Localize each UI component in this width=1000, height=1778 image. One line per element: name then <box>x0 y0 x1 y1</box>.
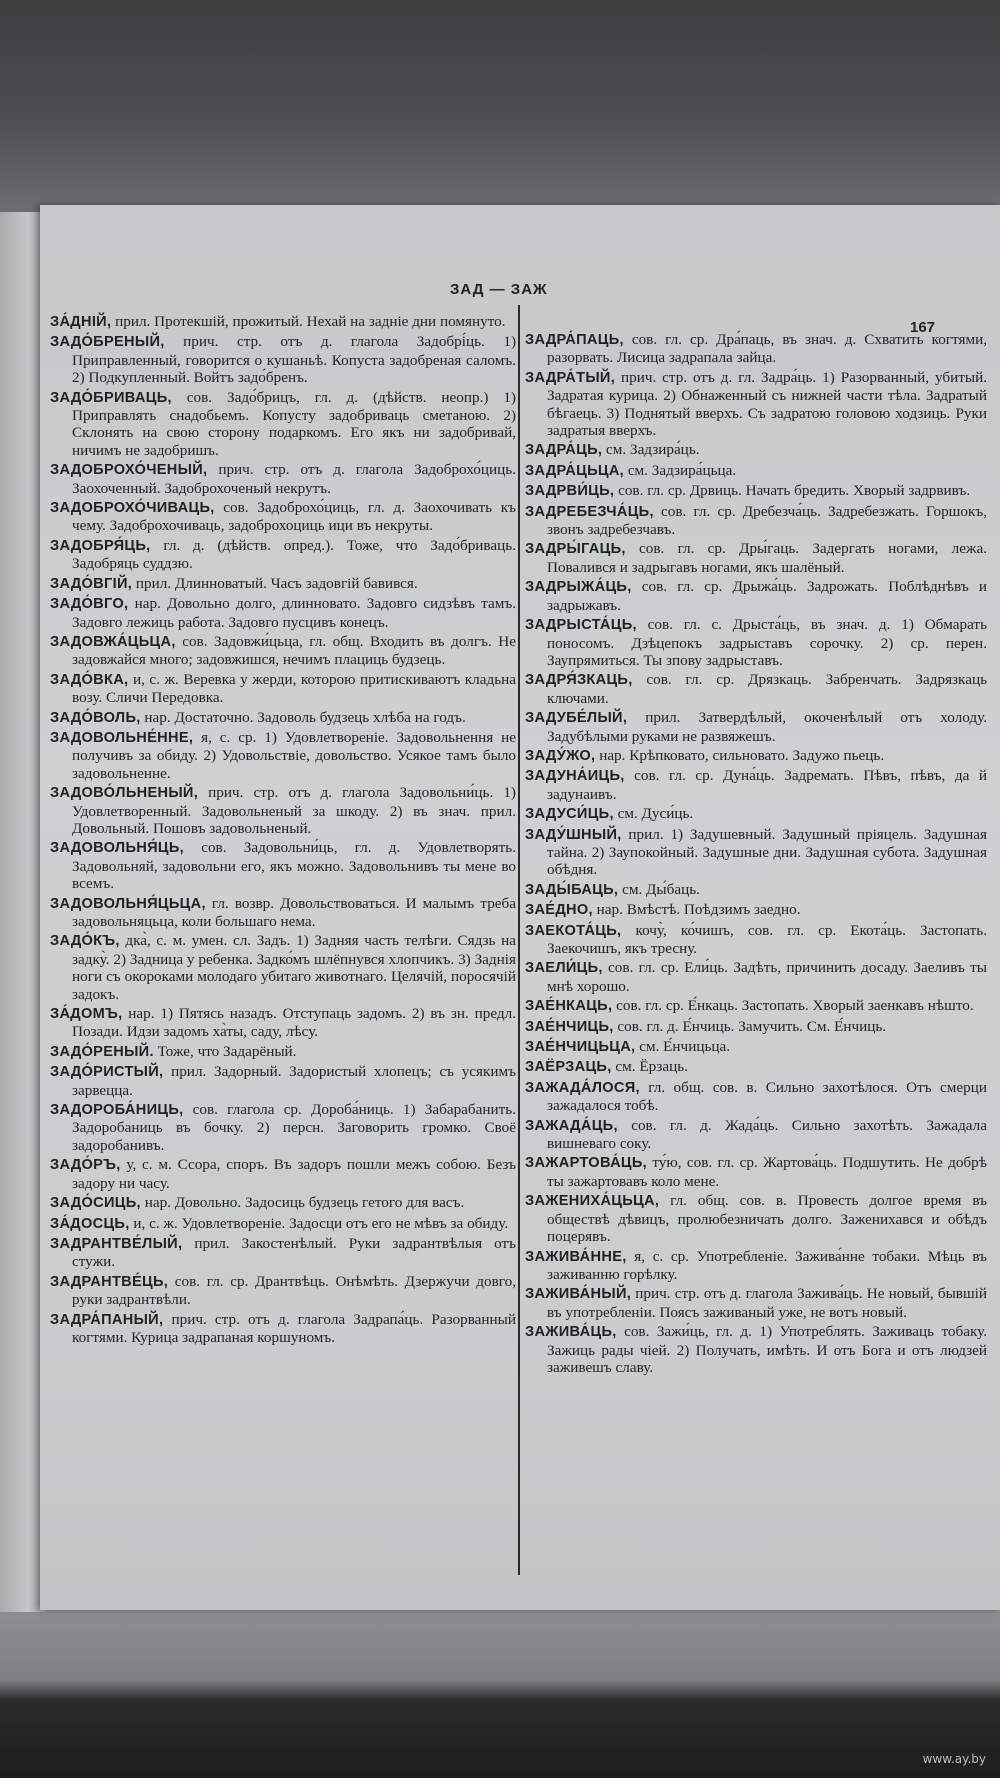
headword: ЗАДОБРОХО́ЧЕНЫЙ, <box>50 462 208 479</box>
dictionary-entry <box>525 881 987 899</box>
definition: см. Ды́баць. <box>618 880 700 898</box>
headword: ЗАЖАДА́ЛОСЯ, <box>525 1079 640 1096</box>
definition: сов. гл. ср. Дрыжа́ць. Задрожать. Поблѣднѣвъ и задрыжавъ. <box>547 578 987 614</box>
definition: сов. гл. ср. Дры́гаць. Задергать ногами, лежа. Повалився и задрыгавъ ногами, якъ шалёный. <box>547 540 987 576</box>
headword: ЗАДОВЖА́ЦЬЦА, <box>50 633 176 650</box>
dictionary-entry <box>525 1248 987 1284</box>
headword: ЗАДОВОЛЬНЯ́ЦЬЦА, <box>50 895 206 912</box>
headword: ЗАДО́РЕНЫЙ. <box>50 1043 154 1060</box>
dictionary-entry <box>525 709 987 745</box>
dictionary-entry <box>525 369 987 440</box>
definition: прич. стр. отъ д. глагола Задовольни́ць. 1) Удовлетворенный. Задовольненый за шкоду. 2) въ знач. прил. Довольный. Пошовъ задовольненый. <box>72 784 516 837</box>
dictionary-entry <box>50 1235 516 1271</box>
headword: ЗАЕ́НЧИЦЬЦА, <box>525 1039 636 1056</box>
headword: ЗАДРА́ТЫЙ, <box>525 369 616 386</box>
headword: ЗАДО́СИЦЬ, <box>50 1195 141 1212</box>
headword: ЗАЖИВА́ННЕ, <box>525 1248 627 1265</box>
dictionary-entry <box>50 895 516 931</box>
dictionary-entry <box>525 922 987 958</box>
definition: сов. гл. ср. Е́нкаць. Застопать. Хворый заенкавъ нѣшто. <box>612 997 974 1015</box>
definition: см. Задзира́ць. <box>602 441 700 459</box>
headword: ЗАДО́БРЕНЫЙ, <box>50 334 165 351</box>
dictionary-entry <box>525 1323 987 1376</box>
headword: ЗАЕЛИ́ЦЬ, <box>525 960 603 977</box>
definition: ту́ю, сов. гл. ср. Жартова́ць. Подшутить. Не добрѣ ты зажартовавъ коло мене. <box>547 1154 987 1190</box>
definition: сов. Зажи́ць, гл. д. 1) Употреблять. Заживаць тобаку. Зажиць рады чіей. 2) Получать, имѣть. И отъ Бога и отъ людзей заживешъ славу. <box>547 1323 987 1376</box>
definition: сов. Задовольни́ць, гл. д. Удовлетворять. Задовольняй, задовольни его, якъ можно. Задовольнивъ ты мене во всемъ. <box>72 839 516 893</box>
dictionary-entry <box>50 537 516 573</box>
definition: см. Ёрзаць. <box>611 1058 688 1076</box>
headword: ЗАЕКОТА́ЦЬ, <box>525 922 622 939</box>
watermark: www.ay.by <box>922 1752 986 1766</box>
definition: сов. Задовжи́цьца, гл. общ. Входить въ долгъ. Не задовжайся много; задовжишся, нечимъ плациць будзець. <box>72 632 516 669</box>
headword: ЗАЖАДА́ЦЬ, <box>525 1117 618 1134</box>
headword: ЗАДРА́ПАЦЬ, <box>525 332 624 348</box>
definition: я, с. ср. Употребленіе. Зажива́нне тобаки. Мѣць въ заживанню горѣлку. <box>547 1247 987 1283</box>
definition: кочу̀, ко́чишъ, сов. гл. ср. Екота́ць. Застопать. Заекочишъ, якъ тресну. <box>547 921 987 957</box>
headword: ЗАДО́ВКА, <box>50 671 129 688</box>
dictionary-entry <box>50 575 516 593</box>
definition: нар. Достаточно. Задоволь будзець хлѣба на годъ. <box>140 708 466 726</box>
headword: ЗАЖАРТОВА́ЦЬ, <box>525 1155 648 1172</box>
definition: сов. гл. ср. Ели́ць. Задѣть, причинить досаду. Заеливъ ты мнѣ хорошо. <box>547 959 987 995</box>
definition: нар. 1) Пятясь назадъ. Отступаць задомъ. 2) въ зн. предл. Позади. Идзи задомъ ха̀ты, саду, лѣсу. <box>72 1005 516 1041</box>
dictionary-entry <box>525 805 987 823</box>
definition: сов. Задо́брицъ, гл. д. (дѣйств. неопр.) 1) Приправлять снадобьемъ. Копусту задобриваць сметаною. 2) Склонять на свою сторону подаркомъ. Его якъ ни задобривай, ничимъ не задобришъ. <box>72 388 516 459</box>
headword: ЗА́ДОСЦЬ, <box>50 1215 130 1232</box>
left-column <box>50 313 516 1348</box>
definition: я, с. ср. 1) Удовлетвореніе. Задовольнення не получивъ за обиду. 2) Удовольствіе, довольство. Усякое тамъ было задовольненне. <box>72 728 516 782</box>
dictionary-entry <box>50 313 516 331</box>
headword: ЗАДОВОЛЬНЯ́ЦЬ, <box>50 840 184 857</box>
dictionary-entry <box>50 595 516 631</box>
headword: ЗАДОБРОХО́ЧИВАЦЬ, <box>50 500 215 517</box>
dictionary-entry <box>50 333 516 386</box>
right-column <box>525 331 987 1378</box>
dictionary-entry <box>525 1038 987 1056</box>
dictionary-entry <box>50 389 516 460</box>
dictionary-entry <box>525 671 987 707</box>
headword: ЗАДОРОБА́НИЦЬ, <box>50 1102 184 1119</box>
dictionary-entry <box>50 1156 516 1192</box>
definition: дка̀, с. м. умен. сл. Задъ. 1) Задняя часть телѣги. Сядзь на задку̀. 2) Задница у ребенка. Задко́мъ шлёпнувся хлопчикъ. 3) Заднія ноги съ окороками молодаго убитаго животнаго. Целячій, поросячій задокъ. <box>72 932 516 1003</box>
headword: ЗАДРАНТВЕ́ЦЬ, <box>50 1273 169 1290</box>
headword: ЗАЖЕНИХА́ЦЬЦА, <box>525 1193 660 1210</box>
definition: прич. стр. отъ д. глагола Задобрі́ць. 1) Приправленный, говорится о кушаньѣ. Копуста задобреная саломъ. 2) Подкупленный. Войтъ задо́бренъ. <box>72 333 516 387</box>
definition: гл. возвр. Довольствоваться. И малымъ треба задовольняцьца, коли большаго нема. <box>72 894 516 930</box>
headword: ЗАДРА́ЦЬ, <box>525 442 603 459</box>
dictionary-entry <box>525 482 987 500</box>
definition: сов. гл. ср. Дрязкаць. Забренчать. Задрязкаць ключами. <box>547 671 987 707</box>
definition: сов. глагола ср. Дороба́ниць. 1) Забарабанить. Задоробаниць въ бочку. 2) персн. Заговорить громко. Своё задоробанивъ. <box>72 1101 516 1154</box>
definition: Тоже, что Задарёный. <box>153 1042 297 1060</box>
dictionary-entry <box>50 784 516 837</box>
headword: ЗАДРЯ́ЗКАЦЬ, <box>525 672 633 689</box>
definition: прил. Затвердѣлый, окоченѣлый отъ холоду. Задубѣлыми руками не развяжешъ. <box>547 709 987 745</box>
headword: ЗАЖИВА́ЦЬ, <box>525 1324 617 1341</box>
headword: ЗАЕ́НЧИЦЬ, <box>525 1018 614 1035</box>
headword: ЗАДРА́ЦЬЦА, <box>525 462 625 479</box>
definition: сов. гл. д. Е́нчиць. Замучить. См. Е́нчиць. <box>613 1017 887 1035</box>
headword: ЗАДУНА́ИЦЬ, <box>525 768 625 785</box>
definition: сов. гл. ср. Дребезча́ць. Задребезжать. Горшокъ, звонъ задребезчавъ. <box>547 502 987 539</box>
headword: ЗАДОВО́ЛЬНЕНЫЙ, <box>50 785 199 802</box>
headword: ЗАДОВОЛЬНЕ́ННЕ, <box>50 729 194 746</box>
definition: нар. Вмѣстѣ. Поѣдзимъ заедно. <box>592 901 801 919</box>
dictionary-entry <box>50 1005 516 1041</box>
headword: ЗАДРЕБЕЗЧА́ЦЬ, <box>525 503 654 520</box>
headword: ЗАЁРЗАЦЬ, <box>525 1059 612 1076</box>
headword: ЗАДРЫСТА́ЦЬ, <box>525 617 637 634</box>
headword: ЗАДУБЕ́ЛЫЙ, <box>525 710 628 727</box>
headword: ЗАДУ́ЖО, <box>525 747 596 764</box>
definition: прил. Протекшій, прожитый. Нехай на задніе дни помянуто. <box>111 313 506 330</box>
dictionary-page <box>40 205 1000 1610</box>
definition: сов. гл. ср. Дуна́ць. Задремать. Пѣвъ, пѣвъ, да й задунаивъ. <box>547 767 987 803</box>
definition: сов. гл. ср. Дрантвѣць. Онѣмѣть. Дзержучи довго, руки задрантвѣли. <box>72 1272 516 1309</box>
dictionary-entry <box>525 578 987 614</box>
headword: ЗА́ДНІЙ, <box>50 314 112 330</box>
dictionary-entry <box>525 1079 987 1115</box>
dictionary-entry <box>525 901 987 919</box>
dictionary-entry <box>50 932 516 1003</box>
dictionary-entry <box>525 997 987 1015</box>
dictionary-entry <box>50 729 516 782</box>
definition: гл. общ. сов. в. Сильно захотѣлося. Отъ смерци зажадалося тобѣ. <box>547 1078 987 1115</box>
headword: ЗАДРВИ́ЦЬ, <box>525 483 615 500</box>
dictionary-entry <box>525 747 987 765</box>
definition: сов. гл. д. Жада́ць. Сильно захотѣть. Зажадала вишневаго соку. <box>547 1116 987 1153</box>
dictionary-entry <box>525 767 987 803</box>
dictionary-entry <box>50 633 516 669</box>
definition: гл. д. (дѣйств. опред.). Тоже, что Задо́бриваць. Задобряць суддзю. <box>72 536 516 573</box>
dictionary-entry <box>50 709 516 727</box>
column-divider <box>518 305 520 1575</box>
definition: см. Дуси́ць. <box>613 805 694 823</box>
dictionary-entry <box>525 959 987 995</box>
dictionary-entry <box>50 461 516 497</box>
definition: и, с. ж. Удовлетвореніе. Задосци отъ его не мѣвъ за обиду. <box>129 1214 509 1232</box>
headword: ЗАДОБРЯ́ЦЬ, <box>50 537 151 554</box>
definition: прил. Длинноватый. Часъ задовгій бавився. <box>132 574 418 592</box>
definition: нар. Крѣпковато, сильновато. Задужо пьець. <box>595 746 885 764</box>
headword: ЗАДРЫЖА́ЦЬ, <box>525 579 632 596</box>
headword: ЗАДО́КЪ, <box>50 933 120 950</box>
headword: ЗАЕ́ДНО, <box>525 902 593 919</box>
dictionary-entry <box>525 1154 987 1190</box>
dictionary-entry <box>525 616 987 669</box>
dictionary-entry <box>50 1194 516 1212</box>
dictionary-entry <box>50 1311 516 1347</box>
page-number: 167 <box>910 319 936 336</box>
headword: ЗАДО́РЪ, <box>50 1157 121 1174</box>
headword: ЗАДУСИ́ЦЬ, <box>525 806 614 823</box>
definition: прил. Задорный. Задористый хлопецъ; съ усякимъ зарвецца. <box>72 1063 516 1099</box>
headword: ЗАДРАНТВЕ́ЛЫЙ, <box>50 1235 183 1252</box>
definition: см. Е́нчицьца. <box>635 1038 731 1056</box>
definition: сов. Задоброхо́циць, гл. д. Заохочивать къ чему. Задоброхочиваць, задоброхоциць ици въ некруты. <box>72 499 516 535</box>
dictionary-entry <box>50 839 516 892</box>
definition: прич. стр. отъ д. гл. Задра́ць. 1) Разорванный, убитый. Задратая курица. 2) Обнаженный съ нижней части тѣла. Задратый бѣгаець. 3) Поднятый вверхъ. Съ задратою головою ходзиць. Руки задратыя вверхъ. <box>547 368 987 440</box>
headword: ЗАДО́ВГО, <box>50 596 129 613</box>
headword: ЗАДРЫ́ГАЦЬ, <box>525 541 626 558</box>
dictionary-entry <box>525 503 987 539</box>
definition: сов. гл. с. Дрыста́ць, въ знач. д. 1) Обмарать поносомъ. Дзѣцепокъ задрыставъ сорочку. 2) ср. перен. Заупрямиться. Ты зпову задрыставъ. <box>547 616 987 669</box>
headword: ЗАДРА́ПАНЫЙ, <box>50 1311 164 1328</box>
definition: у, с. м. Ссора, споръ. Въ задоръ пошли межъ собою. Безъ задору ни часу. <box>72 1156 516 1192</box>
definition: нар. Довольно. Задосиць будзець гетого для васъ. <box>140 1194 465 1212</box>
dictionary-entry <box>50 1101 516 1154</box>
dictionary-entry <box>525 462 987 480</box>
dictionary-entry <box>525 441 987 459</box>
dictionary-entry <box>525 1018 987 1036</box>
dictionary-entry <box>525 1058 987 1076</box>
running-head: ЗАД — ЗАЖ <box>450 281 548 298</box>
definition: гл. общ. сов. в. Провесть долгое время въ обществѣ дѣвицъ, пролюбезничать долго. Заженихався и обѣдъ поцерявъ. <box>547 1192 987 1246</box>
dictionary-entry <box>50 671 516 707</box>
headword: ЗАДЫ́БАЦЬ, <box>525 881 619 898</box>
dictionary-entry <box>525 1192 987 1245</box>
definition: см. Задзира́цьца. <box>624 461 737 479</box>
definition: прич. стр. отъ д. глагола Зажива́ць. Не новый, бывшій въ употребленіи. Поясъ заживаный уже, не вотъ новый. <box>547 1285 987 1321</box>
headword: ЗАДУ́ШНЫЙ, <box>525 826 622 843</box>
dictionary-entry <box>525 331 987 367</box>
definition: сов. гл. ср. Дра́паць, въ знач. д. Схватить когтями, разорвать. Лисица задрапала зайца. <box>547 331 987 367</box>
definition: нар. Довольно долго, длинновато. Задовго сидзѣвъ тамъ. Задовго лежиць работа. Задовго пусцивъ конецъ. <box>72 595 516 631</box>
headword: ЗАДО́ВГІЙ, <box>50 575 133 592</box>
dictionary-entry <box>525 826 987 879</box>
dictionary-entry <box>50 1273 516 1309</box>
headword: ЗАЖИВА́НЫЙ, <box>525 1286 632 1303</box>
definition: прил. Закостенѣлый. Руки задрантвѣлыя отъ стужи. <box>72 1234 516 1271</box>
headword: ЗАЕ́НКАЦЬ, <box>525 998 613 1015</box>
dictionary-entry <box>525 1117 987 1153</box>
headword: ЗАДО́ВОЛЬ, <box>50 709 141 726</box>
definition: прич. стр. отъ д. глагола Задоброхо́циць. Заохоченный. Задоброхоченый некрутъ. <box>72 461 516 497</box>
headword: ЗАДО́РИСТЫЙ, <box>50 1064 164 1081</box>
dictionary-entry <box>50 1063 516 1099</box>
dictionary-entry <box>50 1043 516 1061</box>
dictionary-entry <box>50 499 516 535</box>
dictionary-entry <box>525 1285 987 1321</box>
dictionary-entry <box>525 540 987 576</box>
definition: сов. гл. ср. Дрвиць. Начать бредить. Хворый задрвивъ. <box>614 482 971 500</box>
definition: и, с. ж. Веревка у жерди, которою притискиваютъ кладьна возу. Сличи Передовка. <box>72 670 516 707</box>
dictionary-entry <box>50 1215 516 1233</box>
headword: ЗАДО́БРИВАЦЬ, <box>50 389 172 406</box>
definition: прич. стр. отъ д. глагола Задрапа́ць. Разорванный когтями. Курица задрапаная коршуномъ. <box>72 1310 516 1346</box>
definition: прил. 1) Задушевный. Задушный пріяцель. Задушная тайна. 2) Заупокойный. Задушные дни. Задушная субота. Задушная обѣдня. <box>547 825 987 879</box>
headword: ЗА́ДОМЪ, <box>50 1006 123 1023</box>
